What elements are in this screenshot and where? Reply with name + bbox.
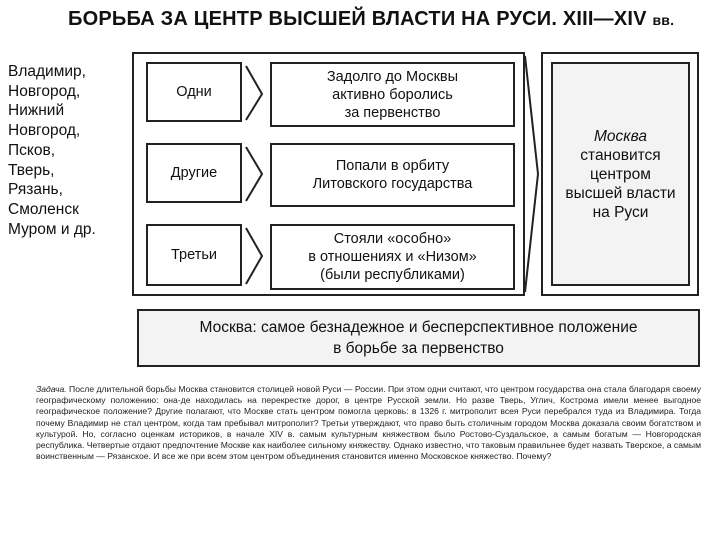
task-text: После длительной борьбы Москва становится столицей новой Руси — России. При этом одни считают, что центром государства она стала благодаря своему географическому положению: она-де находилась на перекрестке дорог, в центре Русской земли. Но разве Тверь, Углич, Кострома имели менее выгодное географическое положение? Другие полагают, что Москве стать центром помогла церковь: в 1326 г. митрополит всея Руси перебрался туда из Владимира. Тогда почему Владимир не стал центром, когда там пребывал митрополит? Третьи утверждают, что право быть столичным городом Москва доказала своим богатством и культурой. Но, согласно оценкам историков, в начале XIV в. самым культурным княжеством было Ростово-Суздальское, а самым богатым — Новгородская республика. Четвертые отдают предпочтение Москве как наиболее сильному княжеству. Однако известно, что таковым правильнее будет назвать Тверское, а самым воинственным — Рязанское. И все же при всем этом центром объединения становится именно Московское княжество. Почему? (36, 384, 702, 462)
task-label: Задача. (36, 384, 67, 394)
category-box-3 (146, 224, 242, 286)
moscow-name: Москва (594, 127, 647, 145)
large-chevron-arrow-icon (525, 56, 538, 292)
task-paragraph (36, 384, 701, 462)
title-suffix: вв. (652, 12, 675, 28)
cities-list (8, 62, 133, 239)
city-item: Рязань, (8, 181, 63, 199)
category-box-2 (146, 143, 242, 203)
category-box-1 (146, 62, 242, 122)
moscow-result-box (551, 62, 690, 286)
category-label: Одни (176, 84, 212, 100)
description-box-2 (270, 143, 515, 207)
moscow-result-text: становится центром высшей власти на Руси (565, 146, 676, 221)
title-main: БОРЬБА ЗА ЦЕНТР ВЫСШЕЙ ВЛАСТИ НА РУСИ. XIII—XIV (68, 8, 647, 30)
city-item: Владимир, (8, 63, 86, 80)
description-text: Попали в орбиту Литовского государства (312, 158, 473, 192)
city-item: Смоленск (8, 200, 79, 218)
description-box-1 (270, 62, 515, 127)
description-text: Задолго до Москвы активно боролись за первенство (326, 68, 459, 121)
city-item: Новгород, (8, 122, 81, 140)
city-item: Новгород, (8, 82, 81, 100)
city-item: Нижний (8, 102, 65, 120)
bottom-text: Москва: самое безнадежное и бесперспективное положение в борьбе за первенство (199, 319, 638, 357)
category-label: Другие (170, 165, 218, 181)
city-item: Тверь, (8, 161, 55, 179)
bottom-conclusion-box (137, 309, 700, 367)
diagram-title (68, 8, 688, 31)
description-box-3 (270, 224, 515, 290)
category-label: Третьи (171, 247, 217, 263)
city-item: Псков, (8, 141, 56, 159)
description-text: Стояли «особно» в отношениях и «Низом» (были республиками) (308, 231, 477, 283)
city-item: Муром и др. (8, 220, 96, 238)
